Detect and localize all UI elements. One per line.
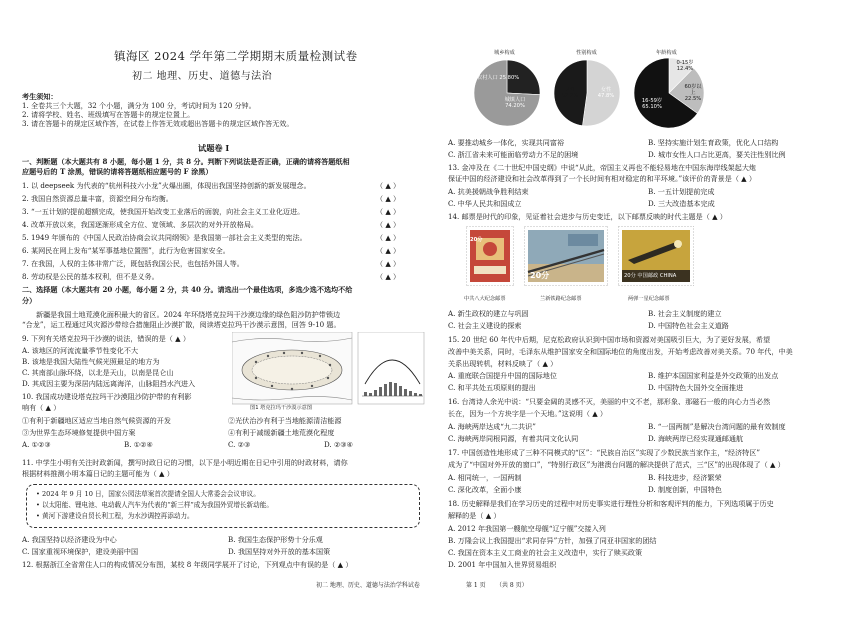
part2-title: 二、选择题（本大题共有 20 小题，每小题 2 分，共 40 分。请选出一个最佳选项，多选少选不选均不给 — [22, 285, 353, 294]
option-a: A. 重庭联合国提升中国的国际地位 — [448, 371, 557, 380]
question-17-stem: 成为了“中国对外开放的窗口”，“特别行政区”为港澳台问题的解决提供了范式，三“区”的出现体现了（ ▲ ） — [448, 460, 785, 469]
question-15-stem: 15. 20 世纪 60 年代中后期，尼克松政府认识到中国市场和资源对美国吸引巨大，为了更好发展，希望 — [448, 335, 771, 344]
option-c: C. 中华人民共和国成立 — [448, 199, 522, 208]
judgement-item: 1. 以 deepseek 为代表的“杭州科技六小龙”火爆出圈，体现出我国坚持创新的新发展理念。 — [22, 181, 311, 190]
stamp-value: 20分 — [530, 271, 550, 280]
question-17-stem: 17. 中国创造性地形成了三种不同模式的“区”：“民族自治区”实现了少数民族当家作主，“经济特区” — [448, 448, 760, 457]
judgement-item: 6. 某网民在网上发布“某军事基地位置图”，此行为危害国家安全。 — [22, 246, 230, 255]
statement-1: ①有利于新疆地区适应当地自然气候资源的开发 — [22, 416, 171, 425]
question-10-stem: 10. 我国成功建设塔克拉玛干沙漠阻沙防护带的有利影 — [22, 392, 192, 401]
option-d: D. 制度创新，中国特色 — [648, 485, 722, 494]
question-12-stem: 12. 根据浙江全省常住人口的构成情况分布图，某校 8 年级同学展开了讨论，下列观点中有误的是（ ▲ ） — [22, 560, 353, 569]
choice-a: A. ①②③ — [22, 440, 51, 449]
question-13-stem: 保证中国的经济建设和社会改革得到了一个长时间有相对稳定的和平环境。”该评价的背景是（ ▲ ） — [448, 174, 756, 183]
pie-title: 性别构成 — [576, 50, 597, 56]
question-18-stem: 解释的是（ ▲ ） — [448, 511, 501, 520]
option-b: B. 万隆会议上我国提出“求同存异”方针，加强了同亚非国家的团结 — [448, 536, 657, 545]
option-a: A. 要推动城乡一体化，实现共同富裕 — [448, 138, 565, 147]
exam-subtitle: 初二 地理、历史、道德与法治 — [132, 71, 273, 82]
news-item: • 2024 年 9 月 10 日，国家公园法草案首次提请全国人大常委会会议审议。 — [36, 490, 260, 498]
reading-intro: 新疆是我国土地荒漠化面积最大的省区。2024 年环绕塔克拉玛干沙漠边缘的绿色阻沙防护带锁边 — [36, 310, 341, 319]
question-11-stem: 根据材料推测小明本篇日记的主题可能为（ ▲ ） — [22, 469, 174, 478]
pie-label: 16-59岁 65.10% — [641, 98, 663, 110]
answer-mark: （ ▲ ） — [376, 259, 401, 268]
pie-urban-rural — [472, 58, 542, 128]
option-b: B. 我国生态保护形势十分乐观 — [228, 535, 323, 544]
answer-mark: （ ▲ ） — [376, 181, 401, 190]
option-c: C. 社会主义建设的探索 — [448, 321, 522, 330]
pie-title: 年龄构成 — [656, 50, 677, 56]
question-15-stem: 改善中美关系，同时，毛泽东从维护国家安全和国际地位的角度出发，开始考虑改善对美关系。70 年代，中美 — [448, 347, 793, 356]
stamp-caption: 中共八大纪念邮票 — [464, 296, 506, 302]
answer-mark: （ ▲ ） — [376, 233, 401, 242]
choice-b: B. ①②④ — [124, 440, 153, 449]
option-b: B. 科技进步，经济繁荣 — [648, 473, 722, 482]
option-c: C. 深化改革，全面小康 — [448, 485, 522, 494]
question-15-stem: 关系出现转机，材料反映了（ ▲ ） — [448, 359, 558, 368]
question-13-stem: 13. 金冲及在《二十世纪中国史纲》中说“从此，帝国主义再也不能轻易地在中国东海岸线架起大炮 — [448, 163, 757, 172]
option-a: A. 相同统一，一国两制 — [448, 473, 522, 482]
pie-label: 女性 47.8% — [597, 87, 615, 99]
option-c: C. 海峡两岸同根同源，有着共同文化认同 — [448, 434, 579, 443]
part1-title: 一、判断题（本大题共有 8 小题，每小题 1 分，共 8 分。判断下列说法是否正确，正确的请将答题纸相 — [22, 157, 350, 166]
judgement-item: 7. 在我国，人权的主体非常广泛，既包括我国公民，也包括外国人等。 — [22, 259, 244, 268]
question-18-stem: 18. 历史解释是我们在学习历史的过程中对历史事实进行理性分析和客观评判的能力，下列选项属于历史 — [448, 499, 774, 508]
news-item: • 黄河下游建设自贸长利工程，为水沙调控再添动力。 — [36, 512, 194, 520]
judgement-item: 2. 我国自然资源总量丰富，资源空间分布均衡。 — [22, 194, 173, 203]
judgement-item: 4. 改革开放以来，我国逐渐形成全方位、宽领域、多层次的对外开放格局。 — [22, 220, 259, 229]
exam-title: 镇海区 2024 学年第二学期期末质量检测试卷 — [114, 49, 358, 63]
option-c: C. 国家重视环境保护，建设美丽中国 — [22, 547, 139, 556]
judgement-item: 3. “一五计划的提前超额完成，使我国开始改变工业落后的面貌，向社会主义工业化迈进。 — [22, 207, 305, 216]
option-d: D. 三大改造基本完成 — [648, 199, 715, 208]
option-a: A. 我国坚持以经济建设为中心 — [22, 535, 117, 544]
option-d: D. 中国特色大国外交全面推进 — [648, 383, 744, 392]
stamp-party-congress — [466, 226, 514, 286]
map-caption: 图1 塔克拉玛干沙漠示意图 — [250, 405, 313, 411]
question-10-stem: 响有（ ▲ ） — [22, 403, 61, 412]
pie-label: 男性 52.2% — [561, 87, 579, 99]
option-d: D. 海峡两岸已经实现通邮通航 — [648, 434, 744, 443]
pie-label: 60岁以上 22.5% — [684, 84, 702, 102]
stamp-value: 20分 — [470, 237, 483, 243]
footer-page: 第 1 页 — [466, 582, 486, 589]
desert-map — [232, 332, 426, 412]
judgement-item: 8. 劳动权是公民的基本权利，但不是义务。 — [22, 272, 159, 281]
option-d: D. 其成因主要为深居内陆远离海洋，山脉阻挡水汽进入 — [22, 379, 196, 388]
option-b: B. 社会主义制度的建立 — [648, 309, 722, 318]
stamp-value: 20分 中国邮政 CHINA — [624, 273, 677, 279]
pie-title: 城乡构成 — [494, 50, 515, 56]
question-11-stem: 11. 中学生小明有关注时政新闻，撰写时政日记的习惯，以下是小明近期在日记中引用的时政材料，请你 — [22, 458, 348, 467]
section-title: 试题卷 Ⅰ — [198, 143, 230, 153]
footer-total: （共 8 页） — [496, 582, 528, 589]
option-c: C. 其南部山脉环绕，以北是天山，以南是昆仑山 — [22, 368, 174, 377]
option-d: D. 中国特色社会主义道路 — [648, 321, 729, 330]
statement-4: ④有利于减缓新疆土地荒漠化程度 — [228, 428, 335, 437]
option-b: B. “一国两制”是解决台湾问题的最有效制度 — [648, 422, 786, 431]
statement-2: ②光伏治沙有利于当地能源清洁能源 — [228, 416, 342, 425]
stamp-caption: 兰新铁路纪念邮票 — [540, 296, 582, 302]
option-a: A. 2012 年我国第一艘航空母舰“辽宁舰”交接入列 — [448, 524, 606, 533]
option-d: D. 城市女性人口占比更高，要关注性别比例 — [648, 150, 786, 159]
option-a: A. 海峡两岸达成“九二共识” — [448, 422, 536, 431]
footer-subject: 初二 地理、历史、道德与法治学科试卷 — [316, 582, 420, 589]
option-b: B. 一五计划提前完成 — [648, 187, 715, 196]
pie-label: 城镇人口 74.20% — [504, 97, 526, 109]
question-16-stem: 长在，因为一个方块字是一个天地。”这说明（ ▲ ） — [448, 409, 608, 418]
answer-mark: （ ▲ ） — [376, 207, 401, 216]
statement-3: ③为世界生态环境修复提供中国方案 — [22, 428, 136, 437]
option-b: B. 该地是我国大陆性气候光照最足的地方为 — [22, 357, 160, 366]
option-d: D. 2001 年中国加入世界贸易组织 — [448, 560, 557, 569]
reading-intro: “合龙”，运工程通过风灾源沙带综合措施阻止沙漠扩散，阅读塔克拉玛干沙漠示意图，回答 9-10 题。 — [22, 320, 341, 329]
part2-title: 分） — [22, 296, 37, 305]
option-c: C. 我国在资本主义工商业的社会主义改造中，实行了赎买政策 — [448, 548, 643, 557]
option-a: A. 该地区的河流流量季节性变化不大 — [22, 346, 139, 355]
answer-mark: （ ▲ ） — [376, 272, 401, 281]
pie-label: 0-15岁 12.4% — [676, 60, 694, 72]
question-14-stem: 14. 邮票是时代的印象，见证着社会进步与历史变迁，以下邮票反映的时代主题是（ ▲ ） — [448, 212, 727, 221]
news-item: • 以太阳能、锂电池、电动载人汽车为代表的“新三样”成为我国外贸增长新动能。 — [36, 501, 273, 509]
part1-title: 应题号后的 T 涂黑，错误的请将答题纸相应题号的 F 涂黑） — [22, 167, 213, 176]
option-b: B. 维护本国国家利益是外交政策的出发点 — [648, 371, 779, 380]
option-b: B. 坚持实施计划生育政策，优化人口结构 — [648, 138, 779, 147]
option-a: A. 新生政权的建立与巩固 — [448, 309, 529, 318]
option-d: D. 我国坚持对外开放的基本国策 — [228, 547, 331, 556]
choice-d: D. ②③④ — [324, 440, 354, 449]
notice-heading: 考生须知： — [22, 92, 58, 101]
notice-item: 1. 全卷共三个大题，32 个小题，满分为 100 分，考试时间为 120 分钟。 — [22, 101, 256, 110]
question-16-stem: 16. 台湾诗人余光中说：“只要金阔的灵感不灭，美丽的中文不老，那形象、那磁石一般的向心力当必然 — [448, 397, 771, 406]
answer-mark: （ ▲ ） — [376, 246, 401, 255]
answer-mark: （ ▲ ） — [376, 194, 401, 203]
notice-item: 3. 请在答题卡的规定区域作答，在试卷上作答无效或超出答题卡的规定区域作答无效。 — [22, 119, 294, 128]
notice-item: 2. 请将学校、姓名、班级填写在答题卡的规定位置上。 — [22, 110, 195, 119]
question-9-stem: 9. 下列有关塔克拉玛干沙漠的说法，错误的是（ ▲ ） — [22, 334, 190, 343]
judgement-item: 5. 1949 年颁布的《中国人民政治协商会议共同纲领》是我国第一部社会主义类型的宪法。 — [22, 233, 307, 242]
option-c: C. 浙江省未来可能面临劳动力不足的困境 — [448, 150, 579, 159]
pie-label: 农村人口 25.80% — [477, 75, 520, 81]
answer-mark: （ ▲ ） — [376, 220, 401, 229]
desert-map-figure — [232, 332, 426, 412]
stamp-caption: 两弹一星纪念邮票 — [628, 296, 670, 302]
option-a: A. 抗美援朝战争胜利结束 — [448, 187, 529, 196]
option-c: C. 和平共处五项原则的提出 — [448, 383, 536, 392]
choice-c: C. ②③ — [228, 440, 251, 449]
